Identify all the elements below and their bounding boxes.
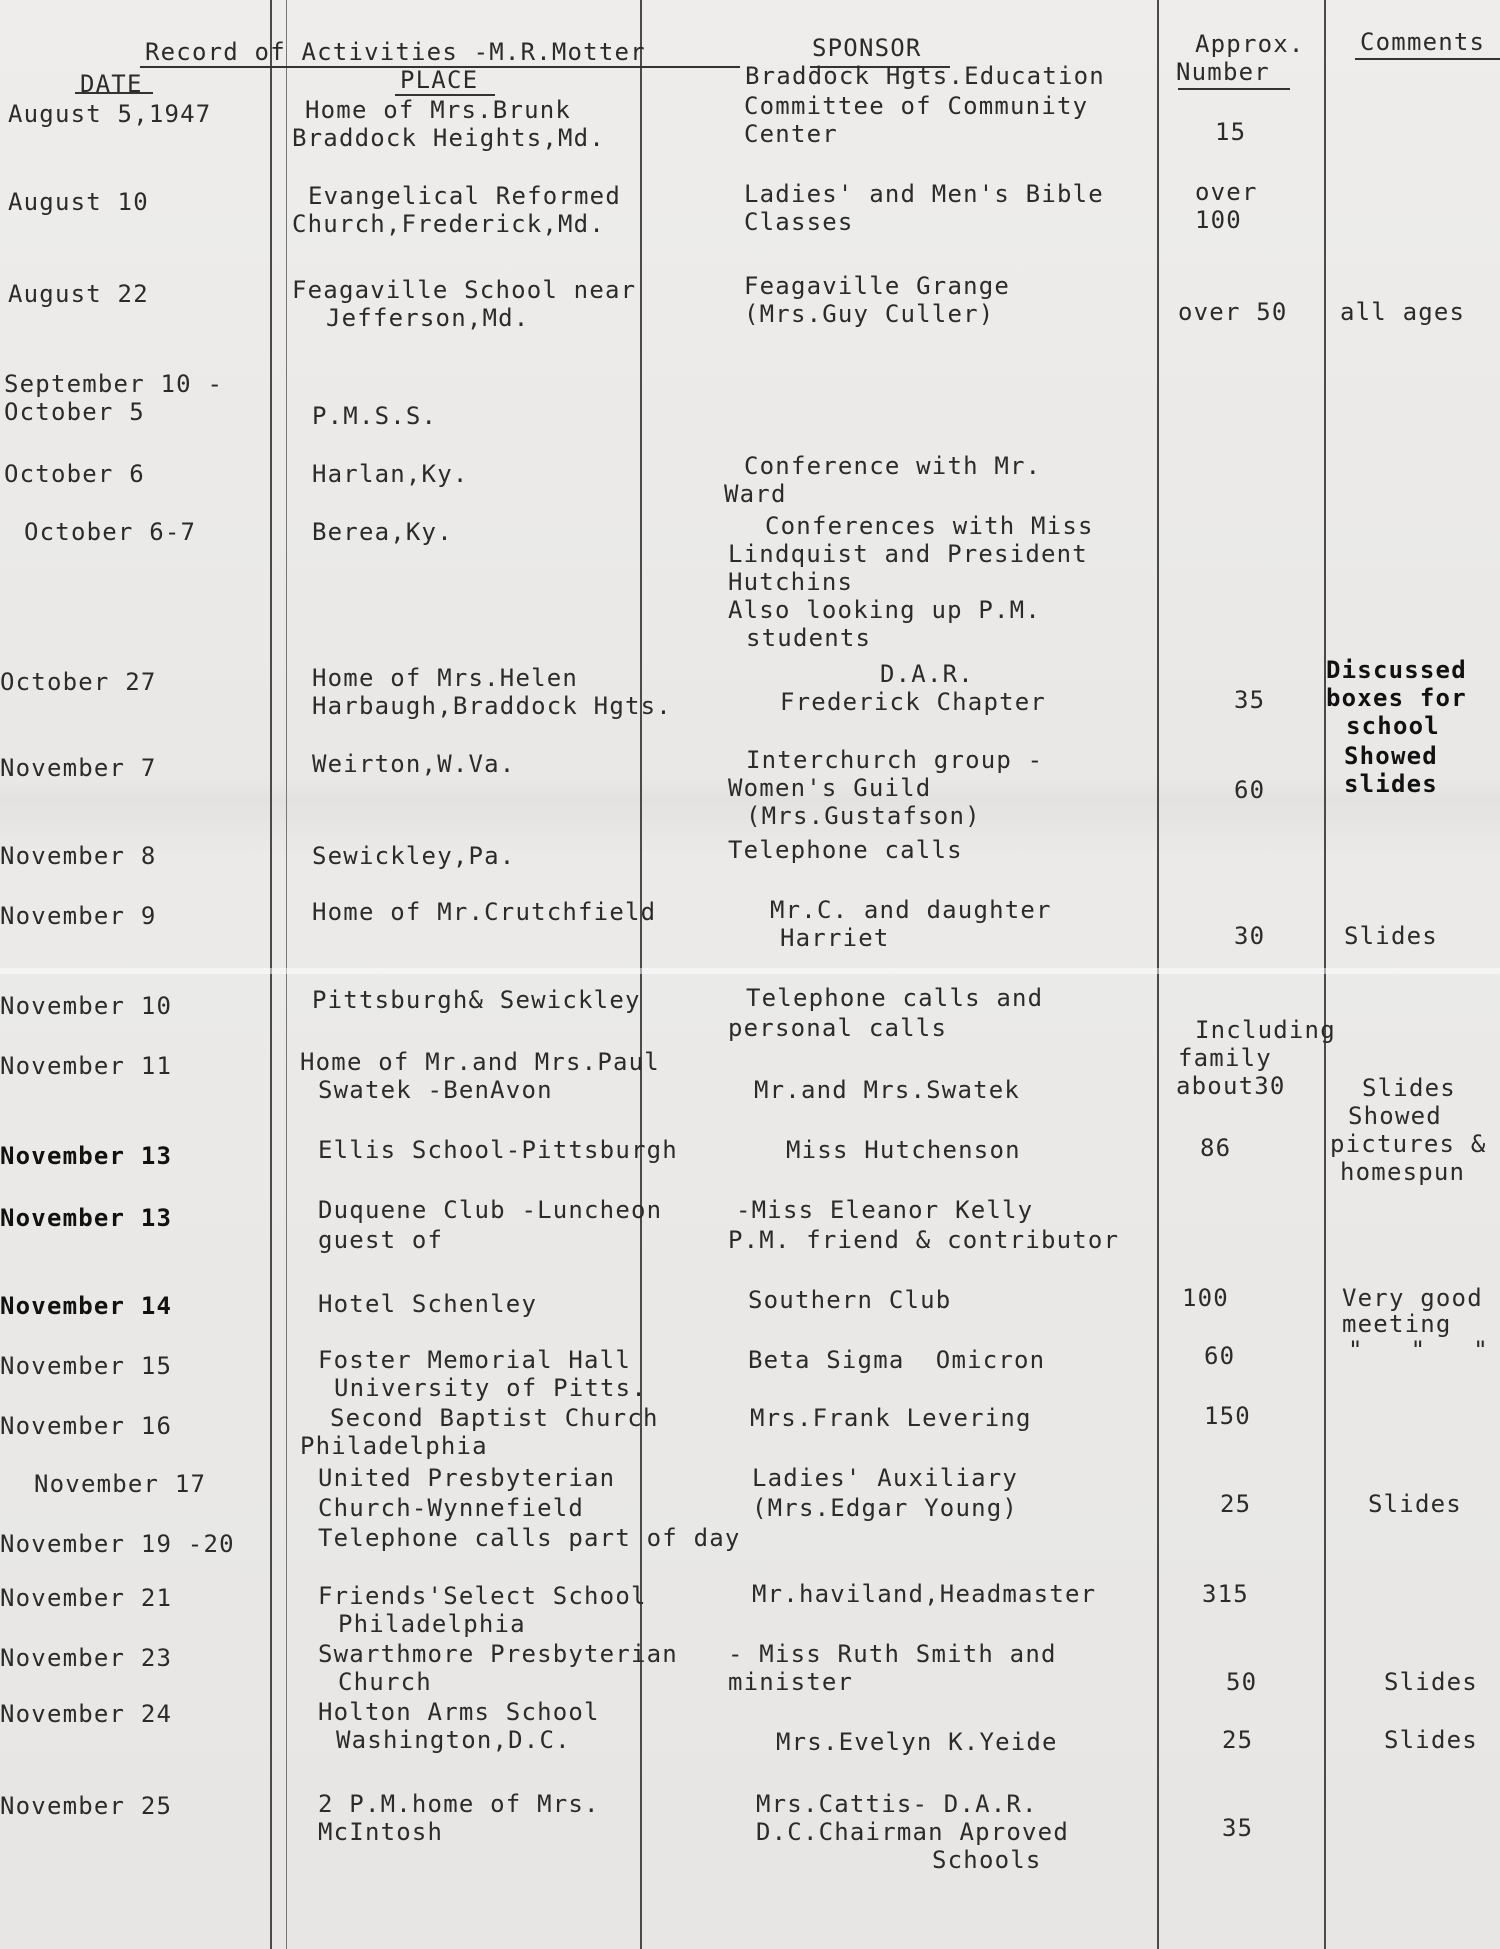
row-sponsor: Mrs.Evelyn K.Yeide — [776, 1728, 1058, 1756]
row-date: November 8 — [0, 842, 157, 870]
column-rule-number — [1324, 0, 1326, 1949]
row-sponsor: Classes — [744, 208, 854, 236]
row-place: Swarthmore Presbyterian — [318, 1640, 678, 1668]
row-place: Home of Mrs.Helen — [312, 664, 579, 692]
row-number: 100 — [1182, 1284, 1229, 1312]
row-sponsor: -Miss Eleanor Kelly — [736, 1196, 1034, 1224]
row-number: 50 — [1226, 1668, 1258, 1696]
row-sponsor: Telephone calls and — [746, 984, 1044, 1012]
row-place: Hotel Schenley — [318, 1290, 538, 1318]
row-place: Duquene Club -Luncheon — [318, 1196, 663, 1224]
row-place: Home of Mrs.Brunk — [305, 96, 572, 124]
row-comment: slides — [1344, 770, 1438, 798]
row-sponsor: D.A.R. — [880, 660, 974, 688]
row-comment: Showed — [1344, 742, 1438, 770]
row-number: 60 — [1204, 1342, 1236, 1370]
row-place: Church — [338, 1668, 432, 1696]
comments-underline — [1355, 58, 1500, 60]
row-date: August 22 — [8, 280, 149, 308]
row-place: Evangelical Reformed — [308, 182, 621, 210]
row-number: 315 — [1202, 1580, 1249, 1608]
row-sponsor: minister — [728, 1668, 854, 1696]
row-date: November 23 — [0, 1644, 173, 1672]
row-place: United Presbyterian — [318, 1464, 616, 1492]
row-comment: Slides — [1344, 922, 1438, 950]
row-comment: Slides — [1384, 1668, 1478, 1696]
row-sponsor: Mrs.Frank Levering — [750, 1404, 1032, 1432]
row-place: 2 P.M.home of Mrs. — [318, 1790, 600, 1818]
row-comment: boxes for — [1326, 684, 1467, 712]
row-date: November 24 — [0, 1700, 173, 1728]
row-number: Including — [1195, 1016, 1336, 1044]
row-number: 35 — [1234, 686, 1266, 714]
row-sponsor: - Miss Ruth Smith and — [728, 1640, 1057, 1668]
column-rule-date-inner — [286, 0, 287, 1949]
row-sponsor: Mr.haviland,Headmaster — [752, 1580, 1097, 1608]
row-date: November 13 — [0, 1142, 173, 1170]
row-place: Telephone calls part of day — [318, 1524, 741, 1552]
row-number: 60 — [1234, 776, 1266, 804]
row-date: November 17 — [34, 1470, 207, 1498]
row-sponsor: Southern Club — [748, 1286, 952, 1314]
row-place: Weirton,W.Va. — [312, 750, 516, 778]
row-date: November 13 — [0, 1204, 173, 1232]
row-sponsor: Harriet — [780, 924, 890, 952]
row-place: Braddock Heights,Md. — [292, 124, 605, 152]
row-sponsor: Also looking up P.M. — [728, 596, 1041, 624]
row-place: Philadelphia — [338, 1610, 526, 1638]
row-sponsor: Conferences with Miss — [765, 512, 1094, 540]
row-sponsor: personal calls — [728, 1014, 948, 1042]
row-sponsor: Hutchins — [728, 568, 854, 596]
row-sponsor: Mr.C. and daughter — [770, 896, 1052, 924]
row-comment: Slides — [1362, 1074, 1456, 1102]
row-sponsor: Ward — [724, 480, 787, 508]
row-comment: homespun — [1340, 1158, 1466, 1186]
row-date: October 6-7 — [24, 518, 197, 546]
row-comment: Slides — [1384, 1726, 1478, 1754]
row-place: P.M.S.S. — [312, 402, 438, 430]
row-sponsor: Mrs.Cattis- D.A.R. — [756, 1790, 1038, 1818]
row-date: October 27 — [0, 668, 157, 696]
row-number: 25 — [1222, 1726, 1254, 1754]
row-sponsor: (Mrs.Edgar Young) — [752, 1494, 1019, 1522]
row-comment: pictures & — [1330, 1130, 1487, 1158]
row-date: October 6 — [4, 460, 145, 488]
row-sponsor: Center — [744, 120, 838, 148]
row-date: November 25 — [0, 1792, 173, 1820]
row-date: November 21 — [0, 1584, 173, 1612]
row-date: November 15 — [0, 1352, 173, 1380]
column-rule-date — [270, 0, 272, 1949]
row-date-end: October 5 — [4, 398, 145, 426]
row-number: 30 — [1234, 922, 1266, 950]
date-heading: DATE — [80, 70, 143, 98]
row-place: Washington,D.C. — [336, 1726, 571, 1754]
row-sponsor: Miss Hutchenson — [786, 1136, 1021, 1164]
row-sponsor: Frederick Chapter — [780, 688, 1047, 716]
row-sponsor: Lindquist and President — [728, 540, 1088, 568]
row-comment: meeting — [1342, 1310, 1452, 1338]
row-comment: " " " — [1348, 1336, 1489, 1364]
row-place: Home of Mr.and Mrs.Paul — [300, 1048, 660, 1076]
row-place: Friends'Select School — [318, 1582, 647, 1610]
row-place: Second Baptist Church — [330, 1404, 659, 1432]
row-sponsor: Ladies' and Men's Bible — [744, 180, 1104, 208]
row-number: about30 — [1176, 1072, 1286, 1100]
row-sponsor: Feagaville Grange — [744, 272, 1011, 300]
row-place: Feagaville School near — [292, 276, 637, 304]
row-place: Harbaugh,Braddock Hgts. — [312, 692, 672, 720]
column-rule-sponsor — [1157, 0, 1159, 1949]
number-underline — [1178, 88, 1290, 90]
row-sponsor: (Mrs.Guy Culler) — [744, 300, 995, 328]
row-number: 150 — [1204, 1402, 1251, 1430]
row-place: McIntosh — [318, 1818, 444, 1846]
row-place: Berea,Ky. — [312, 518, 453, 546]
row-sponsor: Women's Guild — [728, 774, 932, 802]
place-heading: PLACE — [400, 66, 479, 94]
row-place: University of Pitts. — [334, 1374, 647, 1402]
row-comment: Slides — [1368, 1490, 1462, 1518]
row-number: 25 — [1220, 1490, 1252, 1518]
row-date: August 10 — [8, 188, 149, 216]
paper-fold — [0, 968, 1500, 974]
row-place: Church-Wynnefield — [318, 1494, 585, 1522]
row-sponsor: students — [746, 624, 872, 652]
row-place: Jefferson,Md. — [326, 304, 530, 332]
row-date: August 5,1947 — [8, 100, 212, 128]
row-place: Philadelphia — [300, 1432, 488, 1460]
row-place: Foster Memorial Hall — [318, 1346, 631, 1374]
page-title: Record of Activities -M.R.Motter — [145, 38, 646, 66]
row-sponsor: Mr.and Mrs.Swatek — [754, 1076, 1021, 1104]
row-sponsor: Interchurch group - — [746, 746, 1044, 774]
row-date: September 10 - — [4, 370, 224, 398]
row-date: November 19 -20 — [0, 1530, 235, 1558]
sponsor-subheading: Braddock Hgts.Education — [745, 62, 1105, 90]
row-place: guest of — [318, 1226, 444, 1254]
row-comment: Showed — [1348, 1102, 1442, 1130]
row-date: November 7 — [0, 754, 157, 782]
row-place: Ellis School-Pittsburgh — [318, 1136, 678, 1164]
row-place: Pittsburgh& Sewickley — [312, 986, 641, 1014]
row-number: 86 — [1200, 1134, 1232, 1162]
row-number: 15 — [1215, 118, 1247, 146]
row-comment: school — [1346, 712, 1440, 740]
row-place: Church,Frederick,Md. — [292, 210, 605, 238]
row-place: Harlan,Ky. — [312, 460, 469, 488]
row-date: November 9 — [0, 902, 157, 930]
approx-heading: Approx. — [1195, 30, 1305, 58]
row-sponsor: Telephone calls — [728, 836, 963, 864]
row-date: November 16 — [0, 1412, 173, 1440]
row-sponsor: Conference with Mr. — [744, 452, 1042, 480]
number-heading: Number — [1176, 58, 1270, 86]
row-date: November 10 — [0, 992, 173, 1020]
row-sponsor: Committee of Community — [744, 92, 1089, 120]
row-date: November 14 — [0, 1292, 173, 1320]
comments-heading: Comments — [1360, 28, 1486, 56]
row-sponsor: D.C.Chairman Aproved — [756, 1818, 1069, 1846]
row-place: Home of Mr.Crutchfield — [312, 898, 657, 926]
row-number: family — [1178, 1044, 1272, 1072]
row-number: 100 — [1195, 206, 1242, 234]
row-comment: all ages — [1340, 298, 1466, 326]
row-comment: Very good — [1342, 1284, 1483, 1312]
sponsor-heading: SPONSOR — [812, 34, 922, 62]
row-number: 35 — [1222, 1814, 1254, 1842]
row-place: Swatek -BenAvon — [318, 1076, 553, 1104]
row-comment: Discussed — [1326, 656, 1467, 684]
row-place: Holton Arms School — [318, 1698, 600, 1726]
row-sponsor: (Mrs.Gustafson) — [746, 802, 981, 830]
row-number: over — [1195, 178, 1258, 206]
row-number: over 50 — [1178, 298, 1288, 326]
row-date: November 11 — [0, 1052, 173, 1080]
row-place: Sewickley,Pa. — [312, 842, 516, 870]
row-sponsor: Schools — [932, 1846, 1042, 1874]
row-sponsor: P.M. friend & contributor — [728, 1226, 1120, 1254]
row-sponsor: Ladies' Auxiliary — [752, 1464, 1019, 1492]
row-sponsor: Beta Sigma Omicron — [748, 1346, 1046, 1374]
